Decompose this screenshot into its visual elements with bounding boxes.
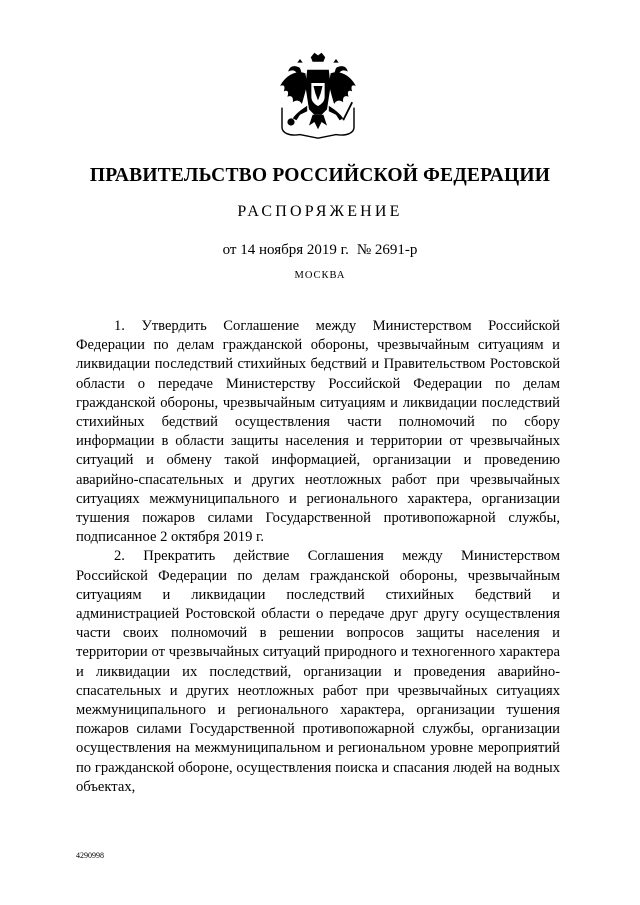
document-date-line	[0, 242, 640, 259]
document-city: МОСКВА	[294, 270, 346, 281]
footer-document-code: 4290998	[76, 851, 104, 860]
coat-of-arms-icon	[273, 50, 363, 140]
document-number: № 2691-р	[356, 242, 418, 258]
paragraph-1: 1. Утвердить Соглашение между Министерством Российской Федерации по делам гражданской обороны, чрезвычайным ситуациям и ликвидации последствий стихийных бедствий и Правительством Ростовской области о передаче Министерству Российской Федерации по делам гражданской обороны, чрезвычайным ситуациям и ликвидации последствий стихийных бедствий осуществления части полномочий по сбору информации в области защиты населения и территории от чрезвычайных ситуаций и обмену такой информацией, организации и проведению аварийно-спасательных и других неотложных работ при чрезвычайных ситуациях межмуниципального и регионального характера, организации тушения пожаров силами Государственной противопожарной службы, подписанное 2 октября 2019 г.	[76, 318, 560, 546]
document-body	[76, 317, 560, 797]
government-title: ПРАВИТЕЛЬСТВО РОССИЙСКОЙ ФЕДЕРАЦИИ	[89, 165, 551, 186]
document-type: РАСПОРЯЖЕНИЕ	[237, 203, 403, 220]
paragraph-2: 2. Прекратить действие Соглашения между Министерством Российской Федерации по делам гражданской обороны, чрезвычайным ситуациям и ликвидации последствий стихийных бедствий и администрацией Ростовской области о передаче друг другу осуществления части своих полномочий в решении вопросов защиты населения и территории от чрезвычайных ситуаций природного и техногенного характера и ликвидации их последствий, организации и проведения аварийно-спасательных и других неотложных работ при чрезвычайных ситуациях межмуниципального и регионального характера, организации тушения пожаров силами Государственной противопожарной службы, организации осуществления на межмуниципальном и региональном уровне мероприятий по гражданской обороне, осуществления поиска и спасания людей на водных объектах,	[76, 548, 560, 795]
document-date: от 14 ноября 2019 г.	[222, 242, 349, 258]
